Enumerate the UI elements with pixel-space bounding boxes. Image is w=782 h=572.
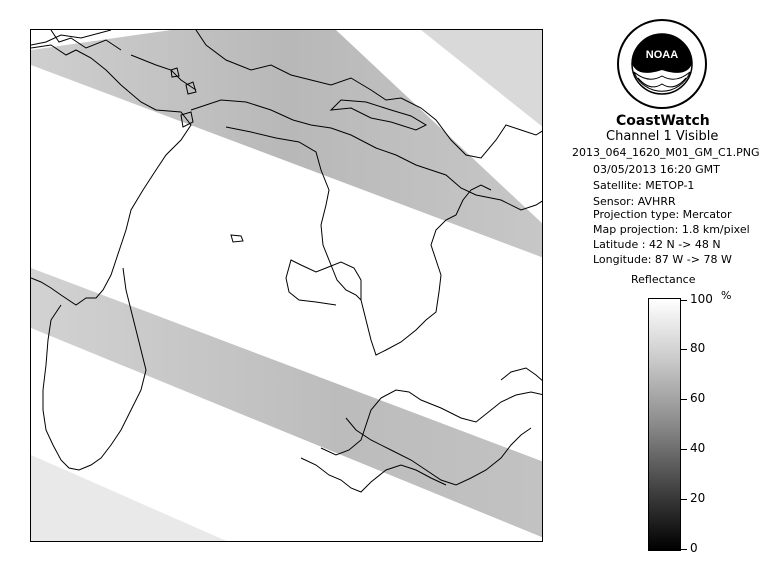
colorbar-label-20: 20: [690, 491, 706, 505]
reflectance-colorbar: [648, 298, 681, 551]
noaa-logo-text: NOAA: [645, 49, 679, 61]
date-time-label: 03/05/2013 16:20 GMT: [593, 163, 720, 176]
longitude-label: Longitude: 87 W -> 78 W: [593, 253, 732, 266]
noaa-logo: [616, 18, 708, 110]
colorbar-tick: [681, 499, 687, 500]
latitude-label: Latitude : 42 N -> 48 N: [593, 238, 721, 251]
colorbar-tick: [681, 449, 687, 450]
colorbar-tick: [681, 349, 687, 350]
colorbar-label-40: 40: [690, 441, 706, 455]
colorbar-tick: [681, 300, 687, 301]
channel-label: Channel 1 Visible: [606, 129, 719, 144]
colorbar-unit: %: [721, 289, 732, 302]
projection-type-label: Projection type: Mercator: [593, 208, 732, 221]
colorbar-title: Reflectance: [631, 273, 696, 286]
map-projection-label: Map projection: 1.8 km/pixel: [593, 223, 750, 236]
colorbar-label-0: 0: [690, 541, 698, 555]
sensor-label: Sensor: AVHRR: [593, 195, 676, 208]
island-small-1: [231, 235, 243, 242]
satellite-label: Satellite: METOP-1: [593, 179, 695, 192]
coastline-east-edge: [501, 368, 543, 382]
app-title: CoastWatch: [616, 113, 710, 129]
colorbar-label-80: 80: [690, 341, 706, 355]
colorbar-label-60: 60: [690, 391, 706, 405]
colorbar-tick: [681, 399, 687, 400]
filename-label: 2013_064_1620_M01_GM_C1.PNG: [572, 146, 760, 159]
satellite-swath-southwest: [31, 455, 231, 542]
colorbar-label-100: 100: [690, 292, 713, 306]
coastline-saginaw-bay: [286, 260, 361, 305]
map-panel: [30, 29, 543, 542]
map-image: [31, 30, 543, 542]
colorbar-tick: [681, 549, 687, 550]
